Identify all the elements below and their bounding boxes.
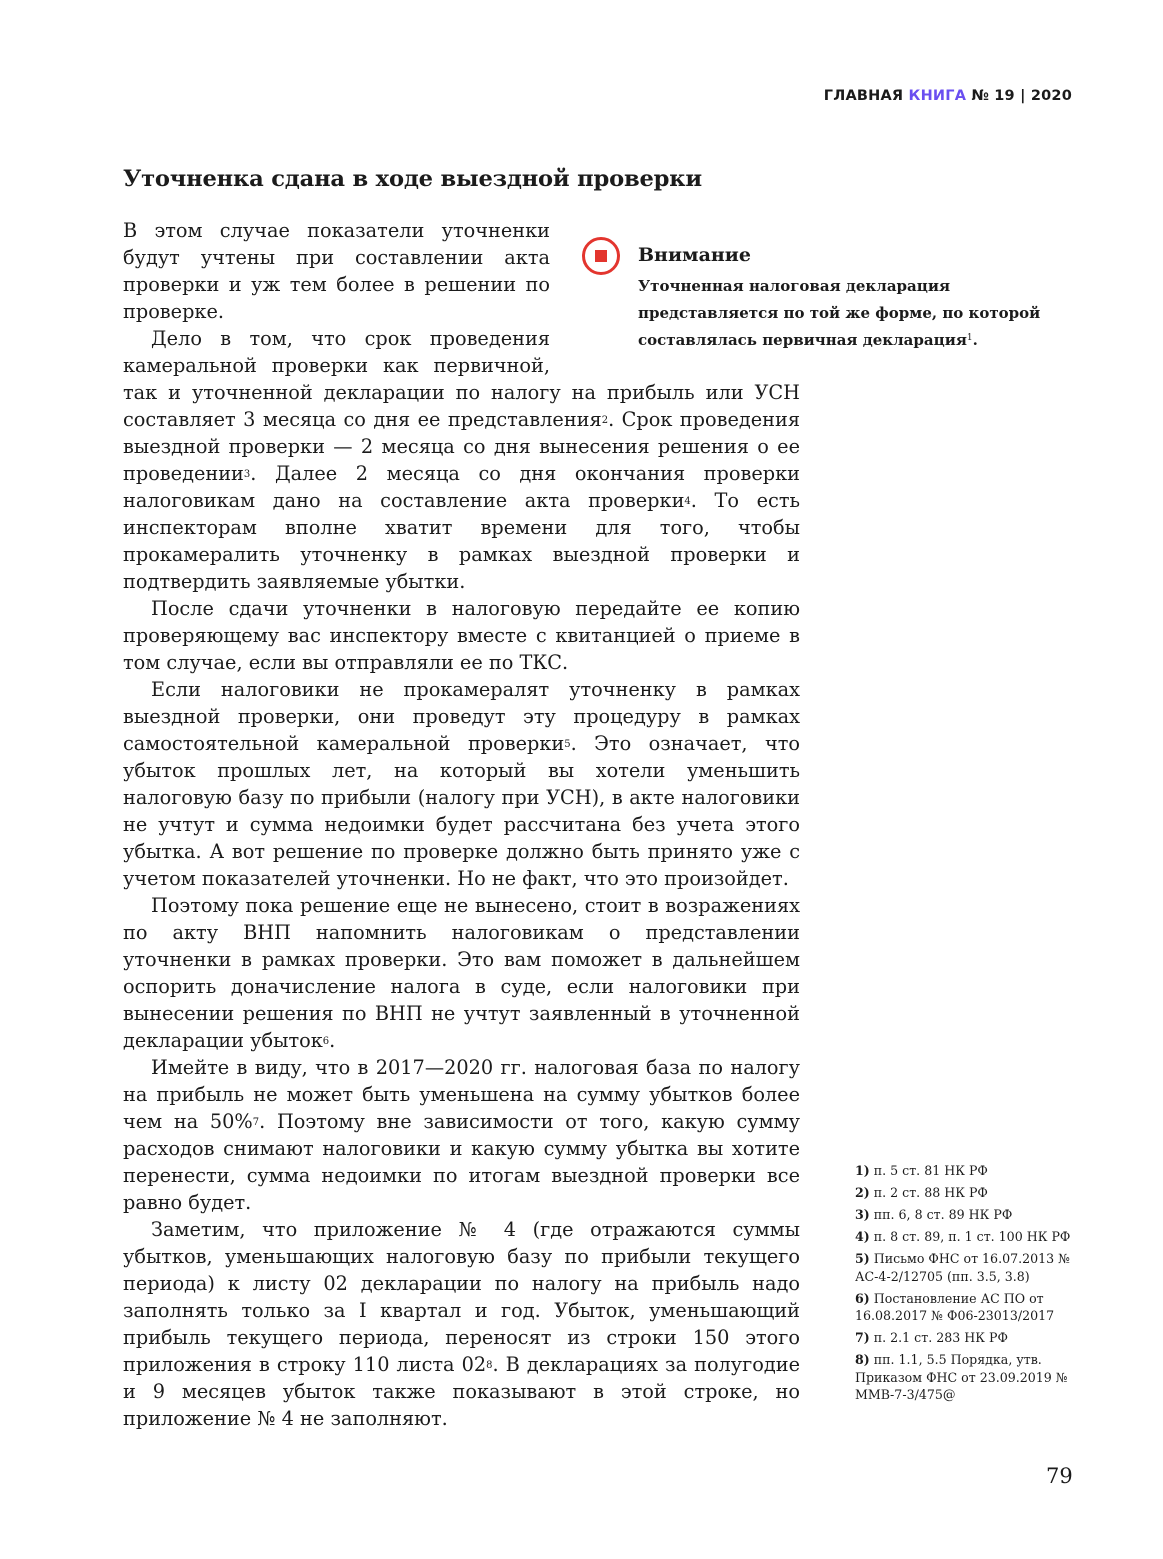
footnote-text: п. 8 ст. 89, п. 1 ст. 100 НК РФ xyxy=(873,1229,1071,1244)
footnote-number: 1) xyxy=(855,1163,870,1178)
paragraph-text: . xyxy=(329,1029,336,1052)
paragraph-text: . Далее 2 месяца со дня окончания проверки налоговикам дано на составление акта проверки xyxy=(123,462,800,512)
section-title: Уточненка сдана в ходе выездной проверки xyxy=(123,166,702,192)
footnote-item xyxy=(855,1250,1105,1285)
paragraph xyxy=(123,1054,800,1216)
footnote-text: Постановление АС ПО от 16.08.2017 № Ф06-23013/2017 xyxy=(855,1290,1055,1323)
footnote-ref: 7 xyxy=(252,1117,260,1128)
footnote-item xyxy=(855,1290,1105,1325)
footnote-text: пп. 1.1, 5.5 Порядка, утв. Приказом ФНС от 23.09.2019 № ММВ-7-3/475@ xyxy=(855,1352,1068,1402)
paragraph-text: . Поэтому вне зависимости от того, какую сумму расходов снимают налоговики и какую сумму убытка вы хотите перенести, сумма недоимки по итогам выездной проверки все равно будет. xyxy=(123,1110,800,1214)
paragraph-text: . Это означает, что убыток прошлых лет, на который вы хотели уменьшить налоговую базу по прибыли (налогу при УСН), в акте налоговики не учтут и сумма недоимки будет рассчитана без учета этого убытка. А вот решение по проверке должно быть принято уже с учетом показателей уточненки. Но не факт, что это произойдет. xyxy=(123,732,800,890)
paragraph-text: После сдачи уточненки в налоговую передайте ее копию проверяющему вас инспектору вместе с квитанцией о приеме в том случае, если вы отправляли ее по ТКС. xyxy=(123,597,800,674)
footnote-item xyxy=(855,1329,1105,1347)
paragraph xyxy=(123,676,800,892)
footnote-item xyxy=(855,1184,1105,1202)
footnote-number: 8) xyxy=(855,1352,870,1367)
footnote-number: 4) xyxy=(855,1229,870,1244)
paragraph-text: Заметим, что приложение № 4 (где отражаются суммы убытков, уменьшающих налоговую базу по прибыли текущего периода) к листу 02 декларации по налогу на прибыль надо заполнять только за I квартал и год. Убыток, уменьшающий прибыль текущего периода, переносят из строки 150 этого приложения в строку 110 листа 02 xyxy=(123,1218,800,1376)
paragraph-text: . В декларациях за полугодие и 9 месяцев убыток также показывают в этой строке, но приложение № 4 не заполняют. xyxy=(123,1353,800,1430)
footnote-item xyxy=(855,1162,1105,1180)
footnote-number: 5) xyxy=(855,1251,870,1266)
attention-title: Внимание xyxy=(638,244,751,266)
attention-body: Уточненная налоговая декларация представляется по той же форме, по которой составлялась первичная декларация xyxy=(638,277,1041,349)
footnote-text: пп. 6, 8 ст. 89 НК РФ xyxy=(873,1207,1013,1222)
footnote-ref: 4 xyxy=(684,496,691,507)
footnote-number: 3) xyxy=(855,1207,870,1222)
footnote-number: 2) xyxy=(855,1185,870,1200)
footnote-text: Письмо ФНС от 16.07.2013 № АС-4-2/12705 (пп. 3.5, 3.8) xyxy=(855,1251,1071,1284)
page-number: 79 xyxy=(1046,1464,1073,1488)
footnote-ref: 2 xyxy=(601,415,609,426)
attention-end: . xyxy=(972,331,978,349)
paragraph xyxy=(123,1216,800,1432)
paragraph-text: Поэтому пока решение еще не вынесено, стоит в возражениях по акту ВНП напомнить налоговикам о представлении уточненки в рамках проверки. Это вам поможет в дальнейшем оспорить доначисление налога в суде, если налоговики при вынесении решения по ВНП не учтут заявленный в уточненной декларации убыток xyxy=(123,894,800,1052)
footnote-item xyxy=(855,1206,1105,1224)
article-body xyxy=(123,217,800,1432)
paragraph-text: . Срок проведения выездной проверки — 2 месяца со дня вынесения решения о ее проведении xyxy=(123,408,800,485)
paragraph xyxy=(123,595,800,676)
footnote-ref: 3 xyxy=(243,469,251,480)
footnote-number: 7) xyxy=(855,1330,870,1345)
footnote-text: п. 5 ст. 81 НК РФ xyxy=(873,1163,988,1178)
footnote-ref: 5 xyxy=(564,739,571,750)
paragraph-text: Имейте в виду, что в 2017—2020 гг. налоговая база по налогу на прибыль не может быть уменьшена на сумму убытков более чем на 50% xyxy=(123,1056,800,1133)
paragraphs xyxy=(123,217,800,1432)
issue-number: № 19 | 2020 xyxy=(971,88,1072,104)
brand-name-accent: КНИГА xyxy=(908,88,967,104)
footnote-text: п. 2 ст. 88 НК РФ xyxy=(873,1185,988,1200)
footnote-number: 6) xyxy=(855,1290,870,1306)
footnote-ref: 6 xyxy=(322,1036,330,1047)
paragraph-text: Если налоговики не прокамералят уточненку в рамках выездной проверки, они проведут эту процедуру в рамках самостоятельной камеральной проверки xyxy=(123,678,800,755)
paragraph xyxy=(123,892,800,1054)
paragraph-text: В этом случае показатели уточненки будут учтены при составлении акта проверки и уж тем более в решении по проверке. xyxy=(123,219,550,323)
paragraph-text: Дело в том, что срок проведения камеральной проверки как первичной, так и уточненной декларации по налогу на прибыль или УСН составляет 3 месяца со дня ее представления xyxy=(123,327,800,431)
running-header xyxy=(824,88,1072,104)
footnote-item xyxy=(855,1228,1105,1246)
footnote-ref: 1 xyxy=(966,333,973,343)
footnotes xyxy=(855,1162,1105,1408)
callout-space xyxy=(550,217,800,379)
brand-name: ГЛАВНАЯ xyxy=(823,88,904,104)
paragraph-text: . То есть инспекторам вполне хватит времени для того, чтобы прокамералить уточненку в рамках выездной проверки и подтвердить заявляемые убытки. xyxy=(123,489,800,593)
footnote-ref: 8 xyxy=(486,1360,493,1371)
footnote-item xyxy=(855,1351,1105,1404)
footnote-text: п. 2.1 ст. 283 НК РФ xyxy=(873,1330,1008,1345)
